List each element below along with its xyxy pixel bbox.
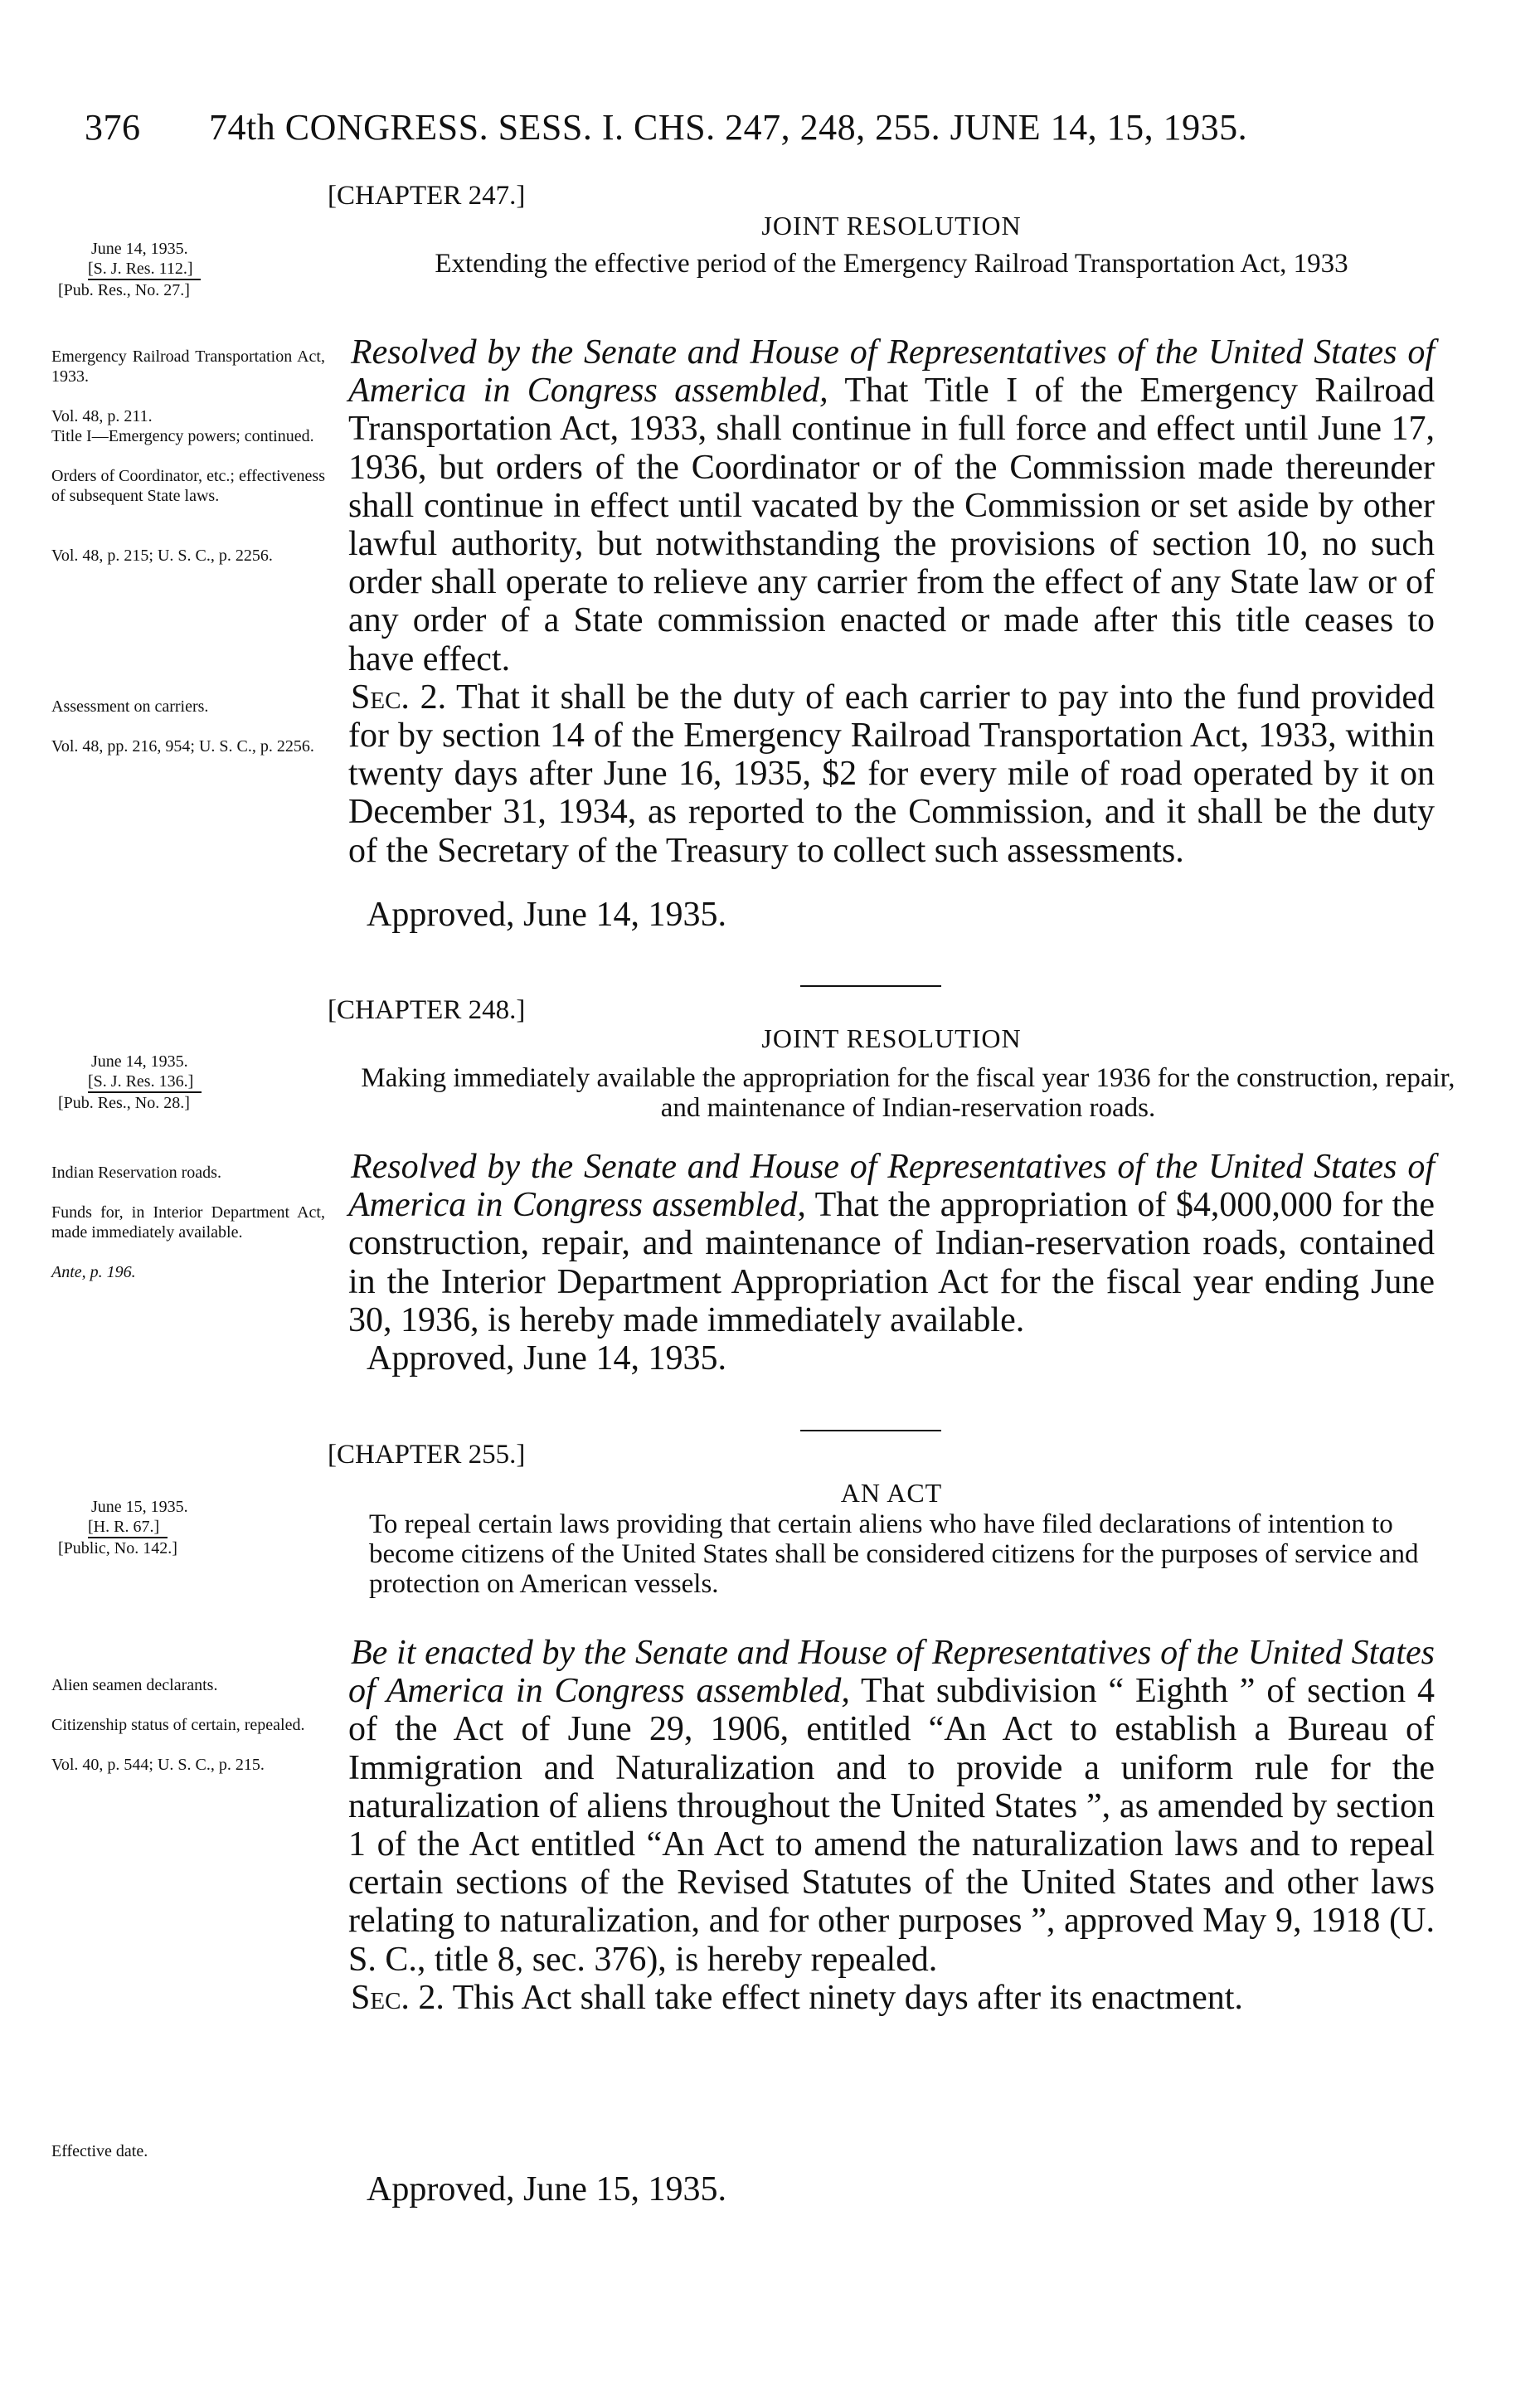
chapter-248-approved: Approved, June 14, 1935. xyxy=(367,1339,726,1378)
chapter-255-label: [CHAPTER 255.] xyxy=(328,1440,526,1470)
chapter-255-margin-id xyxy=(51,1497,325,1558)
margin-note: Alien seamen declarants. xyxy=(51,1676,218,1694)
chapter-247-resolution-number: [S. J. Res. 112.] xyxy=(88,259,201,280)
chapter-248-public-resolution-number: [Pub. Res., No. 28.] xyxy=(58,1094,190,1112)
running-title: 74th CONGRESS. SESS. I. CHS. 247, 248, 255. JUNE 14, 15, 1935. xyxy=(209,107,1248,148)
chapter-248-subject: Making immediately available the appropriation for the fiscal year 1936 for the construction, repair, and maintenance of Indian-reservation roads. xyxy=(361,1063,1455,1123)
chapter-247-section-1: Resolved by the Senate and House of Representatives of the United States of America in Congress assembled, That Title I of the Emergency Railroad Transportation Act, 1933, shall continue in full force and effect until June 17, 1936, but orders of the Coordinator or of the Commission made thereunder shall continue in effect until vacated by the Commission or set aside by other lawful authority, but notwithstanding the provisions of section 10, no such order shall operate to relieve any carrier from the effect of any State law or of any order of a State commission enacted or made after this title ceases to have effect. xyxy=(348,333,1435,678)
enacting-clause: Resolved by the Senate and House of Representatives of the United States of America in Congress assembled, xyxy=(348,1148,1435,1225)
chapter-255-bill-number: [H. R. 67.] xyxy=(88,1517,168,1538)
margin-note: Ante, p. 196. xyxy=(51,1263,136,1281)
chapter-247-label: [CHAPTER 247.] xyxy=(328,181,526,211)
chapter-255-approved: Approved, June 15, 1935. xyxy=(367,2170,726,2208)
chapter-247-margin-id xyxy=(51,239,325,300)
chapter-255-section-1: Be it enacted by the Senate and House of Representatives of the United States of America in Congress assembled, That subdivision “ Eighth ” of section 4 of the Act of June 29, 1906, entitled “An Act to establish a Bureau of Immigration and Naturalization and to provide a uniform rule for the naturalization of aliens throughout the United States ”, as amended by section 1 of the Act entitled “An Act to amend the naturalization laws and to repeal certain sections of the Revised Statutes of the United States and other laws relating to naturalization, and for other purposes ”, approved May 9, 1918 (U. S. C., title 8, sec. 376), is hereby repealed. xyxy=(348,1634,1435,1979)
chapter-247-section-2: Sec. 2. That it shall be the duty of each carrier to pay into the fund provided for by section 14 of the Emergency Railroad Transportation Act, 1933, within twenty days after June 16, 1935, $2 for every mile of road operated by it on December 31, 1934, as reported to the Commission, and it shall be the duty of the Secretary of the Treasury to collect such assessments. xyxy=(348,678,1435,870)
margin-note: Citizenship status of certain, repealed. xyxy=(51,1716,305,1734)
chapter-248-label: [CHAPTER 248.] xyxy=(328,995,526,1025)
section-divider xyxy=(800,1430,941,1431)
chapter-248-margin-id xyxy=(51,1052,325,1113)
margin-note: Orders of Coordinator, etc.; effectiveness of subsequent State laws. xyxy=(51,467,325,505)
chapter-247-date: June 14, 1935. xyxy=(91,240,188,258)
page-number: 376 xyxy=(85,107,141,148)
chapter-248-section-1: Resolved by the Senate and House of Representatives of the United States of America in Congress assembled, That the appropriation of $4,000,000 for the construction, repair, and maintenance of Indian-reservation roads, contained in the Interior Department Appropriation Act for the fiscal year ending June 30, 1936, is hereby made immediately available. xyxy=(348,1148,1435,1339)
section-label: Sec. 2. xyxy=(351,1978,445,2017)
chapter-255-public-law-number: [Public, No. 142.] xyxy=(58,1539,177,1557)
chapter-248-type: JOINT RESOLUTION xyxy=(761,1023,1022,1053)
margin-note: Indian Reservation roads. xyxy=(51,1164,221,1182)
chapter-247-type: JOINT RESOLUTION xyxy=(761,211,1022,241)
chapter-248-resolution-number: [S. J. Res. 136.] xyxy=(88,1071,202,1093)
margin-note: Vol. 40, p. 544; U. S. C., p. 215. xyxy=(51,1756,265,1774)
chapter-248-date: June 14, 1935. xyxy=(91,1052,188,1071)
chapter-255-section-2: Sec. 2. This Act shall take effect ninety days after its enactment. xyxy=(351,1978,1243,2017)
margin-note: Vol. 48, p. 211. xyxy=(51,407,153,425)
chapter-255-body xyxy=(348,1634,1435,2017)
margin-note: Title I—Emergency powers; continued. xyxy=(51,427,314,445)
margin-note: Assessment on carriers. xyxy=(51,697,209,716)
chapter-255-subject: To repeal certain laws providing that certain aliens who have filed declarations of intention to become citizens of the United States shall be considered citizens for the purposes of service and protection on American vessels. xyxy=(369,1509,1419,1599)
chapter-248-body xyxy=(348,1148,1435,1339)
running-head xyxy=(85,106,1478,148)
chapter-247-approved: Approved, June 14, 1935. xyxy=(367,896,726,934)
chapter-255-date: June 15, 1935. xyxy=(91,1498,188,1516)
chapter-247-subject: Extending the effective period of the Emergency Railroad Transportation Act, 1933 xyxy=(435,249,1348,279)
section-divider xyxy=(800,985,941,987)
margin-note: Vol. 48, p. 215; U. S. C., p. 2256. xyxy=(51,547,273,565)
chapter-255-type: AN ACT xyxy=(840,1478,943,1508)
margin-note: Effective date. xyxy=(51,2142,148,2160)
margin-note: Emergency Railroad Transportation Act, 1933. xyxy=(51,347,325,386)
chapter-247-public-resolution-number: [Pub. Res., No. 27.] xyxy=(58,281,190,299)
enacting-clause: Be it enacted by the Senate and House of Representatives of the United States of America in Congress assembled, xyxy=(348,1634,1435,1711)
enacting-clause: Resolved by the Senate and House of Representatives of the United States of America in Congress assembled, xyxy=(348,333,1435,411)
chapter-247-body xyxy=(348,333,1435,870)
section-label: Sec. 2. xyxy=(351,678,447,717)
margin-note: Funds for, in Interior Department Act, made immediately available. xyxy=(51,1203,325,1242)
margin-note: Vol. 48, pp. 216, 954; U. S. C., p. 2256. xyxy=(51,737,314,756)
